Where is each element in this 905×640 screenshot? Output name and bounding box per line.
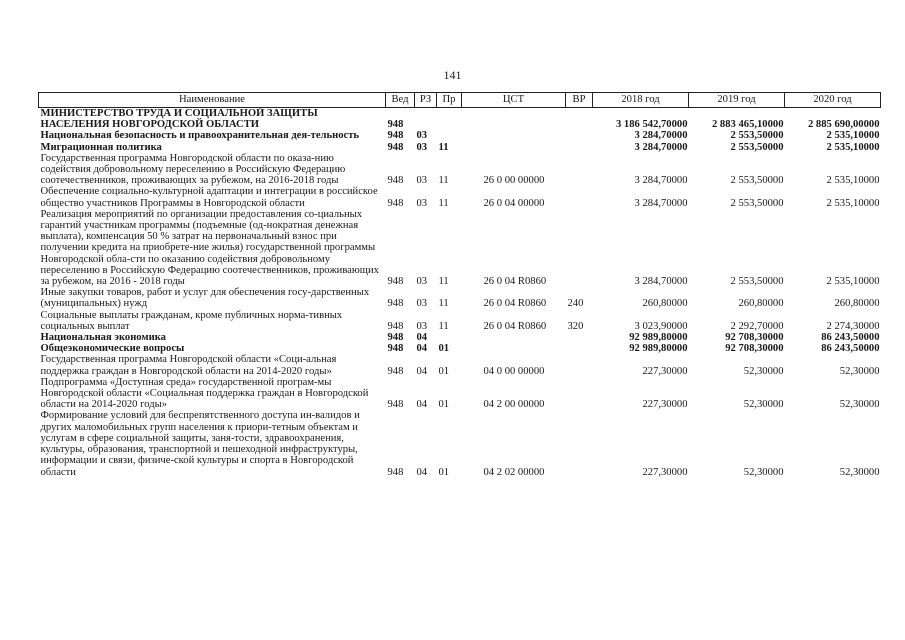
cell-2019: 92 708,30000 bbox=[725, 343, 784, 355]
cell-name: Иные закупки товаров, работ и услуг для обеспечения госу-дарственных (муниципальных) нужд bbox=[40, 287, 370, 310]
table-row bbox=[39, 410, 881, 477]
cell-rz: 03 bbox=[416, 175, 428, 187]
cell-2018: 3 284,70000 bbox=[634, 197, 688, 209]
cell-2018: 92 989,80000 bbox=[629, 343, 688, 355]
header-rz: РЗ bbox=[415, 93, 437, 108]
cell-pr: 11 bbox=[438, 276, 449, 288]
cell-rz: 03 bbox=[416, 298, 428, 310]
cell-rz: 04 bbox=[416, 343, 428, 355]
cell-cst bbox=[462, 108, 566, 131]
cell-cst: 26 0 04 00000 bbox=[483, 197, 545, 209]
cell-pr bbox=[437, 108, 462, 131]
cell-2020: 86 243,50000 bbox=[821, 332, 880, 344]
cell-name: Государственная программа Новгородской области по оказа-нию содействия добровольному переселению в Российскую Федерацию соотечественников, проживающих за рубежом, на 2016-2018 годы bbox=[40, 152, 346, 187]
cell-2018: 3 284,70000 bbox=[634, 130, 688, 142]
cell-vr bbox=[566, 142, 593, 153]
cell-vr: 240 bbox=[567, 298, 584, 310]
header-2018: 2018 год bbox=[593, 93, 689, 108]
cell-name: Обеспечение социально-культурной адаптации и интеграции в российское общество участников Программы в Новгородской области bbox=[40, 186, 378, 209]
cell-name: Социальные выплаты гражданам, кроме публичных норма-тивных социальных выплат bbox=[40, 309, 343, 332]
table-row bbox=[39, 310, 881, 332]
table-row bbox=[39, 354, 881, 376]
cell-pr: 11 bbox=[438, 197, 449, 209]
cell-ved: 948 bbox=[387, 466, 404, 478]
cell-2018: 227,30000 bbox=[642, 399, 688, 411]
cell-cst bbox=[462, 130, 566, 141]
cell-ved: 948 bbox=[387, 320, 404, 332]
cell-ved: 948 bbox=[387, 399, 404, 411]
cell-cst: 26 0 04 R0860 bbox=[483, 276, 547, 288]
table-row bbox=[39, 153, 881, 187]
cell-2019: 2 292,70000 bbox=[730, 320, 784, 332]
header-2020: 2020 год bbox=[785, 93, 881, 108]
cell-2019: 2 883 465,10000 bbox=[711, 119, 784, 131]
cell-ved: 948 bbox=[387, 175, 404, 187]
cell-rz: 03 bbox=[416, 197, 428, 209]
table-body bbox=[39, 108, 881, 478]
cell-vr bbox=[566, 186, 593, 208]
cell-2020: 52,30000 bbox=[839, 399, 880, 411]
cell-vr bbox=[566, 209, 593, 287]
cell-2019: 92 708,30000 bbox=[725, 332, 784, 344]
cell-name: Национальная безопасность и правоохранительная дея-тельность bbox=[40, 130, 360, 142]
header-2019: 2019 год bbox=[689, 93, 785, 108]
cell-name: Национальная экономика bbox=[40, 332, 166, 344]
table-row bbox=[39, 343, 881, 354]
cell-ved: 948 bbox=[387, 365, 404, 377]
cell-vr bbox=[566, 343, 593, 354]
cell-pr: 01 bbox=[438, 466, 450, 478]
cell-rz: 03 bbox=[416, 141, 428, 153]
cell-2020: 52,30000 bbox=[839, 365, 880, 377]
header-pr: Пр bbox=[437, 93, 462, 108]
cell-cst: 04 0 00 00000 bbox=[483, 365, 545, 377]
cell-ved: 948 bbox=[387, 276, 404, 288]
cell-2018: 3 023,90000 bbox=[634, 320, 688, 332]
cell-vr bbox=[566, 108, 593, 131]
cell-2018: 3 284,70000 bbox=[634, 175, 688, 187]
cell-2020: 2 535,10000 bbox=[826, 141, 880, 153]
cell-2020: 2 535,10000 bbox=[826, 130, 880, 142]
header-name: Наименование bbox=[39, 93, 386, 108]
cell-2020: 2 535,10000 bbox=[826, 276, 880, 288]
cell-rz: 04 bbox=[416, 332, 428, 344]
cell-rz: 04 bbox=[416, 365, 428, 377]
cell-vr bbox=[566, 332, 593, 343]
cell-name: МИНИСТЕРСТВО ТРУДА И СОЦИАЛЬНОЙ ЗАЩИТЫ НАСЕЛЕНИЯ НОВГОРОДСКОЙ ОБЛАСТИ bbox=[40, 108, 318, 131]
cell-name: Миграционная политика bbox=[40, 141, 162, 153]
cell-2020: 2 535,10000 bbox=[826, 197, 880, 209]
cell-pr: 01 bbox=[438, 343, 450, 355]
cell-rz bbox=[415, 108, 437, 131]
cell-2020: 86 243,50000 bbox=[821, 343, 880, 355]
table-row bbox=[39, 130, 881, 141]
header-vr: ВР bbox=[566, 93, 593, 108]
table-row bbox=[39, 209, 881, 287]
cell-2019: 2 553,50000 bbox=[730, 276, 784, 288]
cell-pr: 11 bbox=[438, 175, 449, 187]
header-row bbox=[39, 93, 881, 108]
cell-ved: 948 bbox=[387, 119, 404, 131]
cell-2018: 3 284,70000 bbox=[634, 141, 688, 153]
cell-name: Государственная программа Новгородской области «Соци-альная поддержка граждан в Новгородской области на 2014-2020 годы» bbox=[40, 354, 337, 377]
cell-2019: 2 553,50000 bbox=[730, 141, 784, 153]
cell-vr bbox=[566, 377, 593, 411]
cell-cst bbox=[462, 142, 566, 153]
cell-cst bbox=[462, 343, 566, 354]
cell-rz: 03 bbox=[416, 320, 428, 332]
cell-cst: 26 0 04 R0860 bbox=[483, 320, 547, 332]
cell-2019: 52,30000 bbox=[743, 399, 784, 411]
cell-pr: 11 bbox=[438, 298, 449, 310]
cell-rz: 04 bbox=[416, 466, 428, 478]
cell-2018: 3 284,70000 bbox=[634, 276, 688, 288]
cell-ved: 948 bbox=[387, 298, 404, 310]
cell-vr: 320 bbox=[567, 320, 584, 332]
cell-2019: 52,30000 bbox=[743, 466, 784, 478]
table-row bbox=[39, 142, 881, 153]
cell-rz: 03 bbox=[416, 130, 428, 142]
cell-pr bbox=[437, 332, 462, 343]
cell-pr: 11 bbox=[438, 320, 449, 332]
cell-2018: 3 186 542,70000 bbox=[615, 119, 688, 131]
cell-2019: 2 553,50000 bbox=[730, 175, 784, 187]
cell-cst: 26 0 00 00000 bbox=[483, 175, 545, 187]
cell-2020: 260,80000 bbox=[834, 298, 880, 310]
cell-ved: 948 bbox=[387, 332, 404, 344]
cell-name: Формирование условий для беспрепятственного доступа ин-валидов и других маломобильных групп населения к приори-тетным объектам и услугам в сфере социальной защиты, заня-тости, здравоохранения, культуры, образования, транспортной и пешеходной инфраструктуры, информации и связи, физиче-ской культуры и спорта в Новгородской области bbox=[40, 410, 360, 478]
cell-2018: 260,80000 bbox=[642, 298, 688, 310]
cell-2019: 52,30000 bbox=[743, 365, 784, 377]
table-row bbox=[39, 377, 881, 411]
cell-cst: 04 2 02 00000 bbox=[483, 466, 545, 478]
budget-table bbox=[38, 92, 881, 478]
table-row bbox=[39, 186, 881, 208]
cell-2018: 227,30000 bbox=[642, 466, 688, 478]
cell-vr bbox=[566, 130, 593, 141]
cell-pr: 01 bbox=[438, 365, 450, 377]
cell-2019: 2 553,50000 bbox=[730, 130, 784, 142]
cell-rz: 04 bbox=[416, 399, 428, 411]
cell-2020: 2 535,10000 bbox=[826, 175, 880, 187]
cell-cst: 04 2 00 00000 bbox=[483, 399, 545, 411]
cell-name: Подпрограмма «Доступная среда» государственной програм-мы Новгородской области «Социальная поддержка граждан в Новгородской области на 2014-2020 годы» bbox=[40, 376, 369, 411]
cell-2020: 2 885 690,00000 bbox=[807, 119, 880, 131]
cell-pr: 11 bbox=[438, 141, 449, 153]
cell-2020: 52,30000 bbox=[839, 466, 880, 478]
cell-2018: 227,30000 bbox=[642, 365, 688, 377]
cell-cst bbox=[462, 332, 566, 343]
cell-ved: 948 bbox=[387, 130, 404, 142]
table-row bbox=[39, 108, 881, 131]
cell-ved: 948 bbox=[387, 197, 404, 209]
cell-vr bbox=[566, 354, 593, 376]
header-ved: Вед bbox=[386, 93, 415, 108]
cell-pr bbox=[437, 130, 462, 141]
cell-2018: 92 989,80000 bbox=[629, 332, 688, 344]
cell-2019: 2 553,50000 bbox=[730, 197, 784, 209]
cell-vr bbox=[566, 153, 593, 187]
cell-ved: 948 bbox=[387, 141, 404, 153]
table-row bbox=[39, 332, 881, 343]
table-header bbox=[39, 93, 881, 108]
cell-name: Реализация мероприятий по организации предоставления со-циальных гарантий участникам программы (подъемные (од-нократная денежная выплата), компенсация 50 % затрат на первоначальный взнос при получении кредита на приобрете-ние жилья) государственной программы Новгородской обла-сти по оказанию содействия добровольному переселению в Российскую Федерацию соотечественников, проживающих за рубежом, на 2016 - 2018 годы bbox=[40, 208, 379, 288]
header-cst: ЦСТ bbox=[462, 93, 566, 108]
cell-2020: 2 274,30000 bbox=[826, 320, 880, 332]
table-row bbox=[39, 287, 881, 309]
cell-cst: 26 0 04 R0860 bbox=[483, 298, 547, 310]
cell-rz: 03 bbox=[416, 276, 428, 288]
cell-2019: 260,80000 bbox=[738, 298, 784, 310]
cell-pr: 01 bbox=[438, 399, 450, 411]
cell-ved: 948 bbox=[387, 343, 404, 355]
cell-vr bbox=[566, 410, 593, 477]
cell-name: Общеэкономические вопросы bbox=[40, 343, 185, 355]
page-number: 141 bbox=[443, 68, 462, 82]
